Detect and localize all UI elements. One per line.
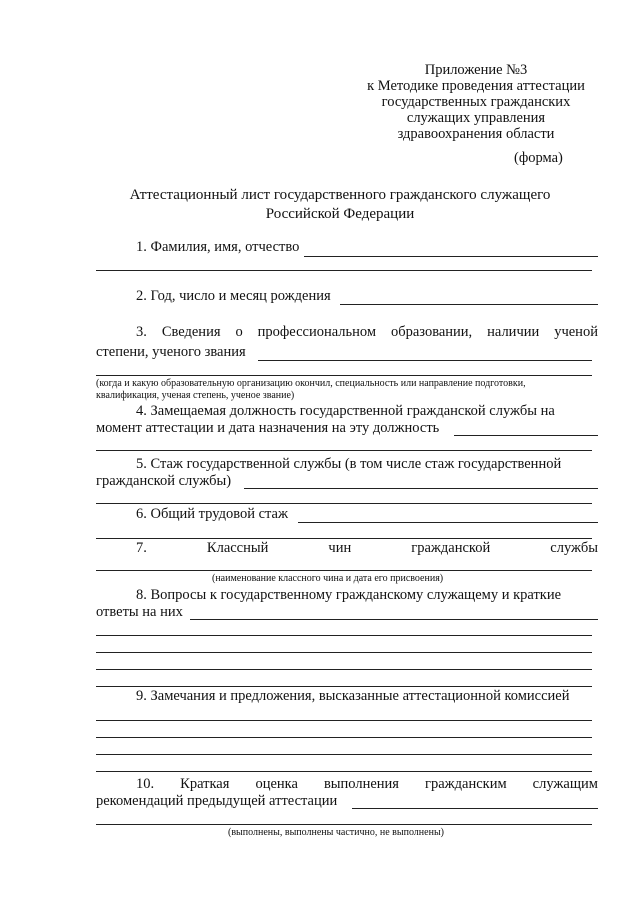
item-8-field-cont[interactable]: [96, 652, 592, 653]
item-10-label-line1: [136, 776, 598, 793]
item-7-field[interactable]: [96, 570, 592, 571]
title-line-1: Аттестационный лист государственного гражданского служащего: [129, 187, 551, 203]
title-line-2: Российской Федерации: [265, 206, 415, 222]
word: службы: [550, 540, 598, 556]
word: гражданской: [411, 540, 491, 556]
item-5-label-line1: 5. Стаж государственной службы (в том числе стаж государственной: [136, 456, 562, 472]
item-1-label: 1. Фамилия, имя, отчество: [136, 239, 300, 255]
item-9-field-cont[interactable]: [96, 737, 592, 738]
form-label: (форма): [514, 150, 563, 166]
appendix-line: Приложение №3: [424, 62, 528, 78]
item-7-label: [136, 540, 598, 557]
item-10-note: (выполнены, выполнены частично, не выполнены): [228, 827, 444, 838]
appendix-line: здравоохранения области: [397, 126, 555, 142]
word: Краткая: [180, 776, 230, 792]
word: Сведения: [161, 324, 221, 340]
item-1-field-cont[interactable]: [96, 270, 592, 271]
item-6-field[interactable]: [298, 522, 598, 523]
item-9-field-cont[interactable]: [96, 771, 592, 772]
item-2-label: 2. Год, число и месяц рождения: [136, 288, 331, 304]
word: выполнения: [323, 776, 399, 792]
item-8-field[interactable]: [190, 619, 598, 620]
word: оценка: [255, 776, 298, 792]
word: ученой: [554, 324, 598, 340]
item-4-field[interactable]: [454, 435, 598, 436]
item-3-field-cont[interactable]: [96, 375, 592, 376]
word: наличии: [487, 324, 540, 340]
word: профессиональном: [257, 324, 377, 340]
word: чин: [328, 540, 352, 556]
appendix-line: служащих управления: [406, 110, 546, 126]
word: 7.: [136, 540, 147, 556]
item-7-note: (наименование классного чина и дата его присвоения): [212, 573, 444, 584]
item-3-note-line1: (когда и какую образовательную организацию окончил, специальность или направление подготовки,: [96, 378, 526, 389]
item-1-field[interactable]: [304, 256, 598, 257]
appendix-line: к Методике проведения аттестации: [367, 78, 585, 94]
word: служащим: [532, 776, 598, 792]
word: о: [235, 324, 243, 340]
appendix-header: [360, 62, 592, 142]
item-9-field-cont[interactable]: [96, 754, 592, 755]
item-6-label: 6. Общий трудовой стаж: [136, 506, 288, 522]
appendix-line: государственных гражданских: [381, 94, 571, 110]
word: образовании,: [390, 324, 473, 340]
item-10-field-cont[interactable]: [96, 824, 592, 825]
word: 10.: [136, 776, 155, 792]
item-8-field-cont[interactable]: [96, 635, 592, 636]
item-3-field[interactable]: [258, 360, 592, 361]
word: Классный: [206, 540, 269, 556]
item-5-field-cont[interactable]: [96, 503, 592, 504]
item-4-label-line2: момент аттестации и дата назначения на эту должность: [96, 420, 440, 436]
item-2-field[interactable]: [340, 304, 598, 305]
item-8-label-line2: ответы на них: [96, 604, 183, 620]
item-10-field[interactable]: [352, 808, 598, 809]
item-6-field-cont[interactable]: [96, 538, 592, 539]
item-3-label-line2: степени, ученого звания: [96, 344, 246, 360]
item-9-field[interactable]: [96, 720, 592, 721]
item-10-label-line2: рекомендаций предыдущей аттестации: [96, 793, 338, 809]
item-5-field[interactable]: [244, 488, 598, 489]
word: гражданским: [425, 776, 507, 792]
item-3-note-line2: квалификация, ученая степень, ученое звание): [96, 390, 295, 401]
item-8-field-cont[interactable]: [96, 686, 592, 687]
document-title: [110, 186, 570, 224]
item-8-label-line1: 8. Вопросы к государственному гражданскому служащему и краткие: [136, 587, 562, 603]
word: 3.: [136, 324, 147, 340]
item-8-field-cont[interactable]: [96, 669, 592, 670]
item-5-label-line2: гражданской службы): [96, 473, 232, 489]
item-4-field-cont[interactable]: [96, 450, 592, 451]
item-3-label-line1: [136, 324, 598, 341]
item-9-label: 9. Замечания и предложения, высказанные аттестационной комиссией: [136, 688, 570, 704]
item-4-label-line1: 4. Замещаемая должность государственной гражданской службы на: [136, 403, 555, 419]
